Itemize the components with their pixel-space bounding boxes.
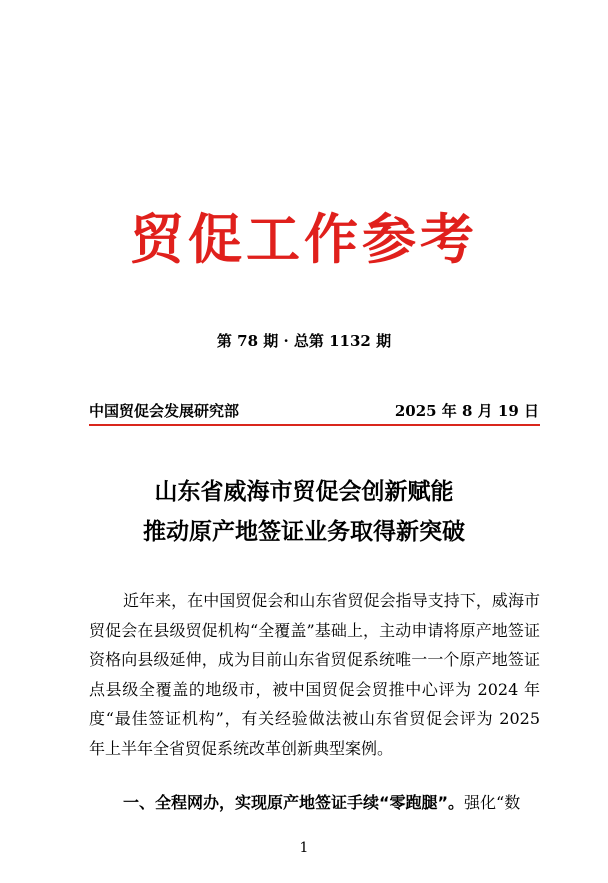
article-body <box>89 586 540 763</box>
masthead-title: 贸促工作参考 <box>130 207 478 271</box>
article-title-line-2: 推动原产地签证业务取得新突破 <box>143 518 465 545</box>
header-divider <box>89 424 540 426</box>
section-1-text: 强化“数 <box>464 793 521 812</box>
section-1-heading: 一、全程网办，实现原产地签证手续“零跑腿”。 <box>123 793 465 812</box>
issue-date: 2025 年 8 月 19 日 <box>394 402 539 420</box>
issuing-organization: 中国贸促会发展研究部 <box>89 402 240 420</box>
page-number: 1 <box>299 840 309 856</box>
body-paragraph: 近年来，在中国贸促会和山东省贸促会指导支持下，威海市贸促会在县级贸促机构“全覆盖”基础上，主动申请将原产地签证资格向县级延伸，成为目前山东省贸促系统唯一一个原产地签证点县级全覆盖的地级市，被中国贸促会贸推中心评为 2024 年度“最佳签证机构”，有关经验做法被山东省贸促会评为 2025 年上半年全省贸促系统改革创新典型案例。 <box>89 591 540 758</box>
article-title <box>0 472 608 552</box>
section-1-paragraph <box>89 788 540 817</box>
issue-number: 第 78 期 · 总第 1132 期 <box>216 332 392 350</box>
article-title-line-1: 山东省威海市贸促会创新赋能 <box>154 478 454 505</box>
